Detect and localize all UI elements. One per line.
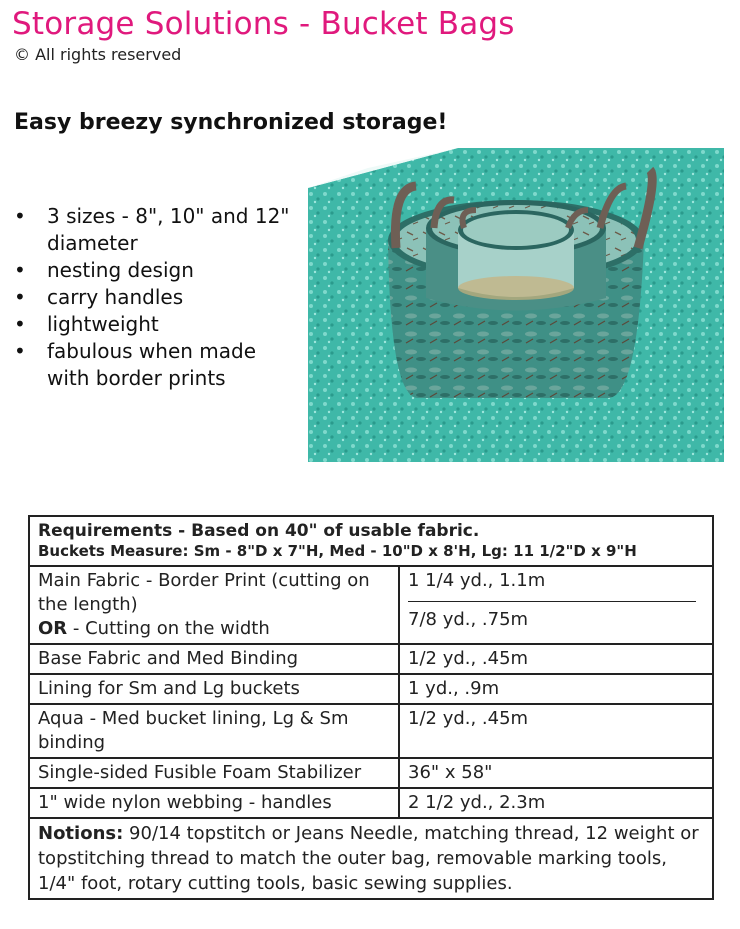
notions-text: 90/14 topstitch or Jeans Needle, matching thread, 12 weight or topstitching thread to match the outer bag, removable marking tools, 1/4" foot, rotary cutting tools, basic sewing supplies. (38, 823, 699, 894)
main-fabric-length-value: 1 1/4 yd., 1.1m (408, 570, 546, 591)
main-fabric-label-cell (29, 566, 399, 644)
table-row (29, 674, 713, 704)
bullet-icon: • (14, 285, 26, 309)
main-fabric-label: Main Fabric - Border Print (cutting on the length) (38, 570, 370, 615)
table-row (29, 758, 713, 788)
row-value: 2 1/2 yd., 2.3m (399, 788, 713, 818)
bullet-icon: • (14, 258, 26, 282)
row-value: 36" x 58" (399, 758, 713, 788)
requirements-heading: Requirements - Based on 40" of usable fabric. (38, 521, 480, 541)
row-label: Base Fabric and Med Binding (29, 644, 399, 674)
row-label: Single-sided Fusible Foam Stabilizer (29, 758, 399, 788)
feature-item: • carry handles (14, 285, 184, 309)
row-value: 1/2 yd., .45m (399, 644, 713, 674)
row-value: 1/2 yd., .45m (399, 704, 713, 758)
table-row (29, 704, 713, 758)
row-value: 1 yd., .9m (399, 674, 713, 704)
copyright-notice: © All rights reserved (14, 45, 182, 64)
notions-label: Notions: (38, 823, 124, 844)
feature-item: • 3 sizes - 8", 10" and 12" diameter (14, 204, 290, 255)
divider (408, 601, 696, 602)
bullet-icon: • (14, 312, 26, 336)
bucket-measurements: Buckets Measure: Sm - 8"D x 7"H, Med - 10"D x 8'H, Lg: 11 1/2"D x 9"H (38, 542, 637, 560)
table-row (29, 788, 713, 818)
feature-list (14, 203, 304, 392)
bullet-icon: • (14, 204, 26, 228)
table-row (29, 516, 713, 566)
feature-item: • lightweight (14, 312, 159, 336)
notions-cell (29, 818, 713, 899)
or-prefix: OR (38, 618, 68, 639)
table-row (29, 818, 713, 899)
bucket-bags-photo (308, 148, 724, 462)
feature-item: • nesting design (14, 258, 194, 282)
tagline: Easy breezy synchronized storage! (14, 110, 448, 135)
main-fabric-width-value: 7/8 yd., .75m (408, 609, 529, 630)
or-label: - Cutting on the width (67, 618, 270, 639)
table-row (29, 644, 713, 674)
feature-item: • fabulous when made with border prints (14, 339, 257, 390)
row-label: Lining for Sm and Lg buckets (29, 674, 399, 704)
main-fabric-value-cell (399, 566, 713, 644)
table-row (29, 566, 713, 644)
row-label: Aqua - Med bucket lining, Lg & Sm binding (29, 704, 399, 758)
row-label: 1" wide nylon webbing - handles (29, 788, 399, 818)
page-title: Storage Solutions - Bucket Bags (12, 6, 515, 42)
requirements-heading-cell (29, 516, 713, 566)
bullet-icon: • (14, 339, 26, 363)
requirements-table (28, 515, 714, 900)
